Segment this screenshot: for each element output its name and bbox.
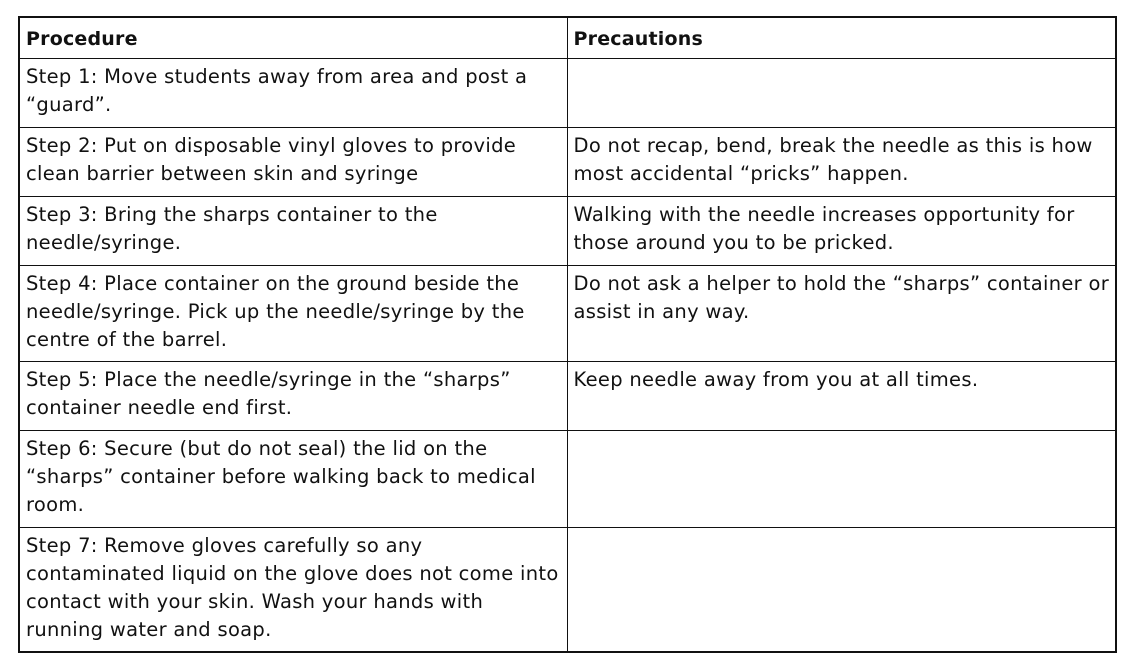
precaution-cell (567, 196, 1116, 265)
precaution-cell (567, 527, 1116, 652)
table-header-row (19, 17, 1116, 58)
table-row-step-2 (19, 127, 1116, 196)
procedure-cell (19, 430, 567, 527)
table-row-step-5 (19, 361, 1116, 430)
table-row-step-1 (19, 58, 1116, 127)
procedure-cell (19, 196, 567, 265)
procedure-column-header: Procedure (19, 17, 567, 58)
procedure-text: Step 5: Place the needle/syringe in the “sharps” container needle end first. (26, 367, 511, 419)
procedure-text: Step 6: Secure (but do not seal) the lid on the “sharps” container before walking back to medical room. (26, 436, 536, 516)
procedure-text: Step 7: Remove gloves carefully so any contaminated liquid on the glove does not come into contact with your skin. Wash your hands with running water and soap. (26, 533, 559, 641)
precaution-text: Do not ask a helper to hold the “sharps” container or assist in any way. (573, 271, 1110, 323)
procedure-cell (19, 527, 567, 652)
procedure-text: Step 4: Place container on the ground beside the needle/syringe. Pick up the needle/syringe by the centre of the barrel. (26, 271, 525, 351)
table-row-step-6 (19, 430, 1116, 527)
procedure-cell (19, 361, 567, 430)
precautions-column-header: Precautions (567, 17, 1116, 58)
procedure-text: Step 3: Bring the sharps container to the needle/syringe. (26, 202, 438, 254)
precaution-cell (567, 58, 1116, 127)
precaution-cell (567, 127, 1116, 196)
table-row-step-7 (19, 527, 1116, 652)
precaution-text: Walking with the needle increases opportunity for those around you to be pricked. (573, 202, 1075, 254)
precaution-text: Do not recap, bend, break the needle as this is how most accidental “pricks” happen. (573, 133, 1093, 185)
precaution-cell (567, 430, 1116, 527)
procedure-text: Step 1: Move students away from area and post a “guard”. (26, 64, 528, 116)
table-row-step-3 (19, 196, 1116, 265)
procedure-cell (19, 58, 567, 127)
procedure-cell (19, 265, 567, 361)
precaution-cell (567, 265, 1116, 361)
procedure-text: Step 2: Put on disposable vinyl gloves to provide clean barrier between skin and syringe (26, 133, 517, 185)
precaution-cell (567, 361, 1116, 430)
table-row-step-4 (19, 265, 1116, 361)
precaution-text: Keep needle away from you at all times. (573, 367, 979, 391)
procedure-precautions-table (18, 16, 1117, 653)
procedure-cell (19, 127, 567, 196)
